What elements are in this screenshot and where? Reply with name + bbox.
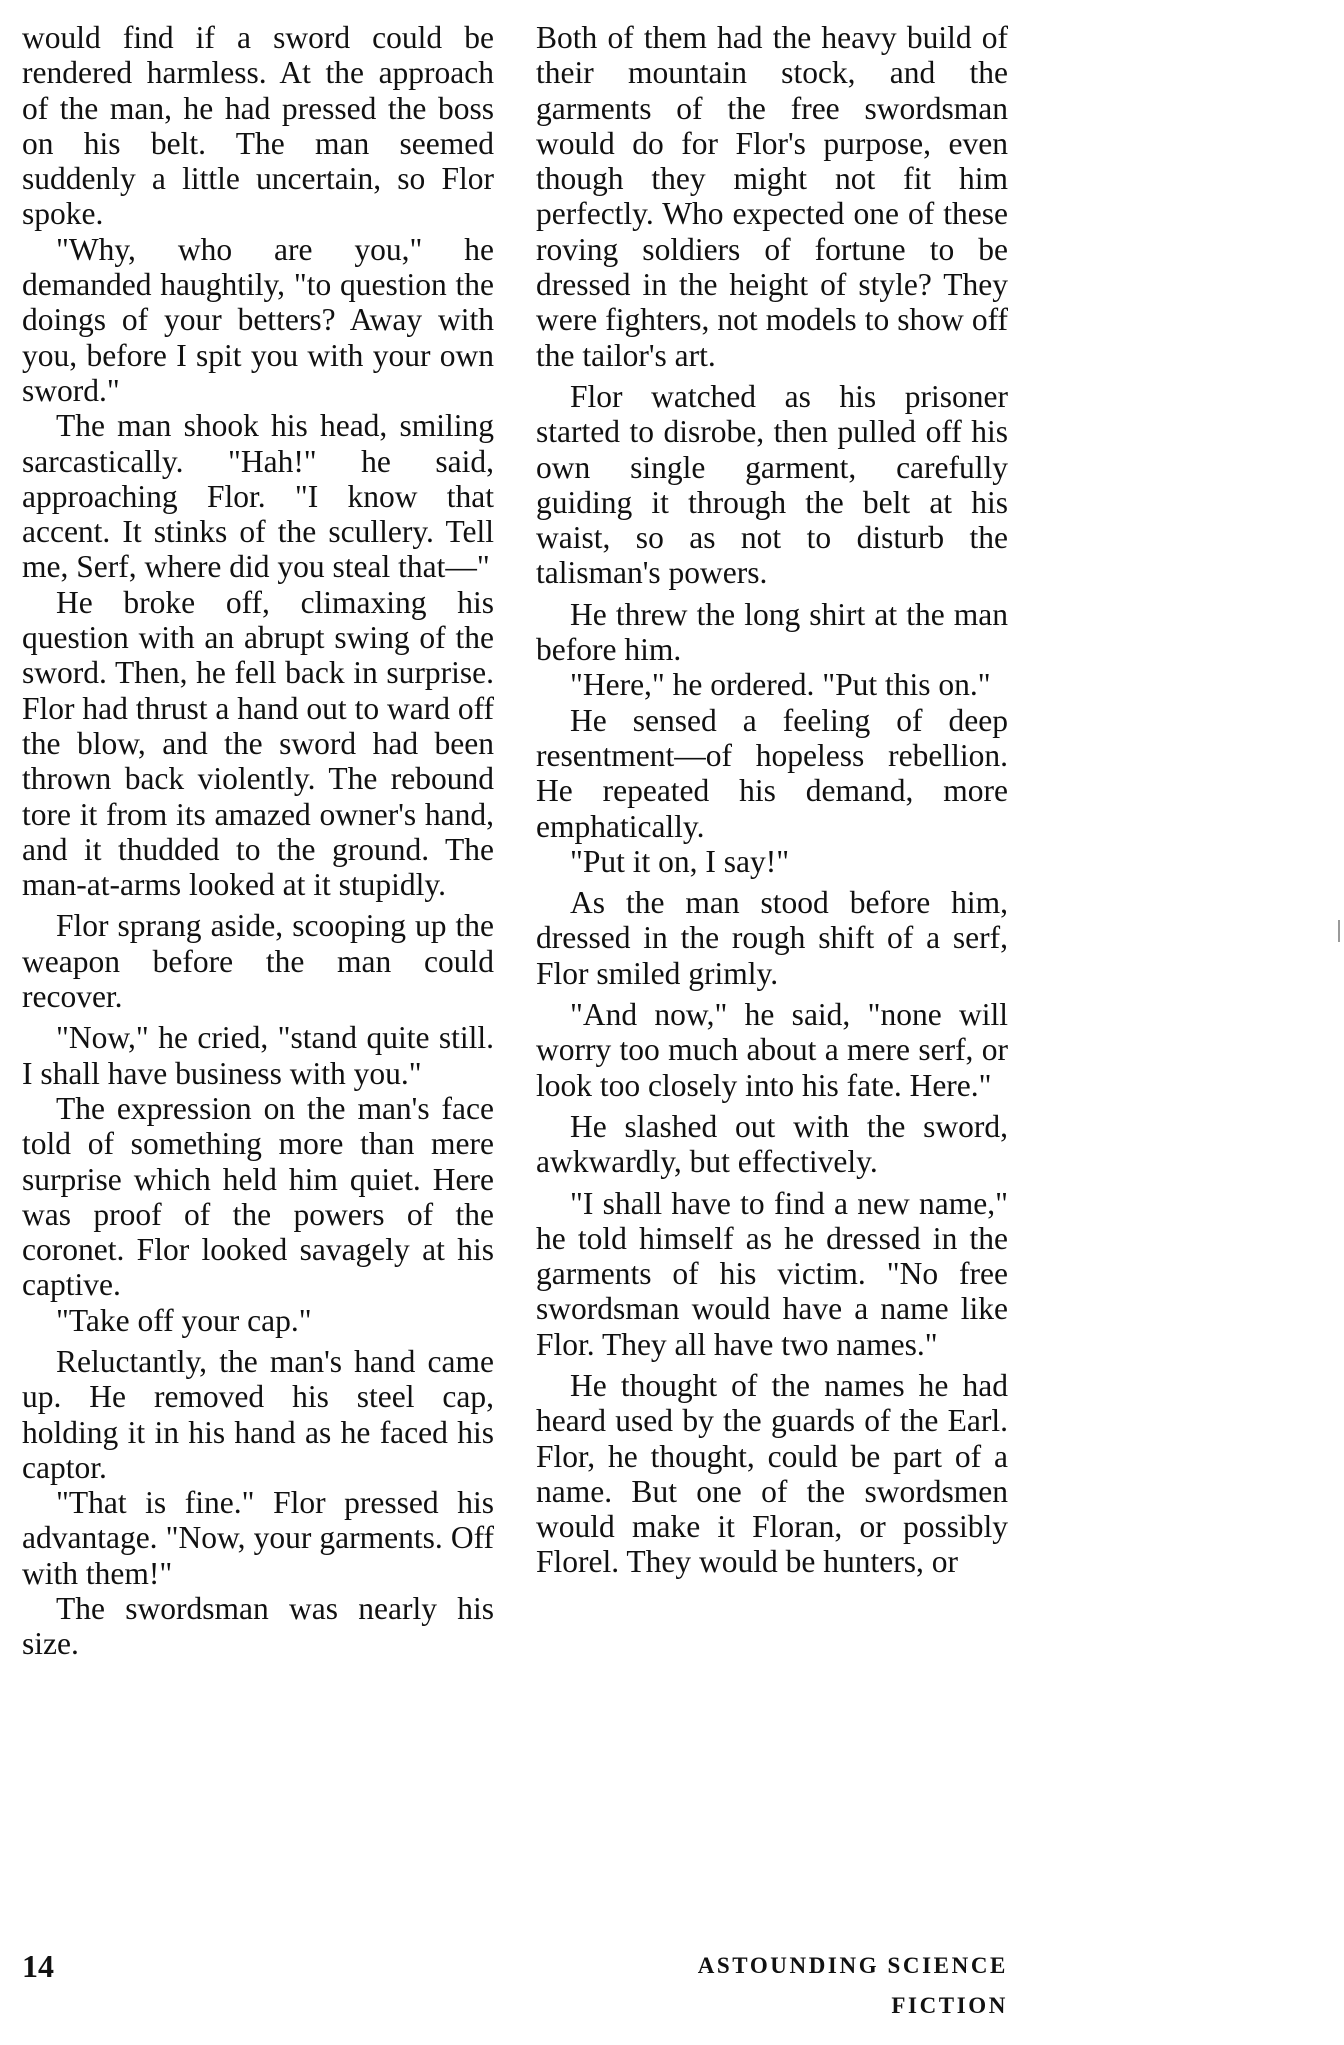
running-head: ASTOUNDING SCIENCE FICTION [697,1953,1008,2018]
paragraph: would find if a sword could be rendered harmless. At the approach of the man, he had pressed the boss on his belt. The man seemed suddenly a little uncertain, so Flor spoke. [22,20,494,232]
paragraph: He thought of the names he had heard used by the guards of the Earl. Flor, he thought, could be part of a name. But one of the swordsmen would make it Floran, or possibly Florel. They would be hunters, or [536,1367,1008,1580]
margin-mark [1338,920,1340,942]
paragraph: Flor sprang aside, scooping up the weapon before the man could recover. [22,908,494,1015]
right-column [536,20,1008,1580]
paragraph: "Here," he ordered. "Put this on." [570,667,991,703]
paragraph: "And now," he said, "none will worry too much about a mere serf, or look too closely into his fate. Here." [536,997,1008,1103]
paragraph: "I shall have to find a new name," he told himself as he dressed in the garments of his victim. "No free swordsman would have a name like Flor. They all have two names." [536,1185,1008,1362]
paragraph: Reluctantly, the man's hand came up. He removed his steel cap, holding it in his hand as he faced his captor. [22,1343,494,1485]
paragraph: As the man stood before him, dressed in the rough shift of a serf, Flor smiled grimly. [536,885,1008,991]
paragraph: He broke off, climaxing his question with an abrupt swing of the sword. Then, he fell back in surprise. Flor had thrust a hand out to ward off the blow, and the sword had been thrown back violently. The rebound tore it from its amazed owner's hand, and it thudded to the ground. The man-at-arms looked at it stupidly. [22,584,494,903]
paragraph: The expression on the man's face told of something more than mere surprise which held him quiet. Here was proof of the powers of the coronet. Flor looked savagely at his captive. [22,1090,494,1303]
paragraph: "Why, who are you," he demanded haughtily, "to question the doings of your betters? Away with you, before I spit you with your own sword." [22,231,494,408]
paragraph: "That is fine." Flor pressed his advantage. "Now, your garments. Off with them!" [22,1485,494,1591]
paragraph: Flor watched as his prisoner started to disrobe, then pulled off his own single garment, carefully guiding it through the belt at his waist, so as not to disturb the talisman's powers. [536,378,1008,591]
paragraph: "Take off your cap." [56,1302,312,1338]
paragraph: The swordsman was nearly his size. [22,1591,494,1662]
paragraph: He slashed out with the sword, awkwardly, but effectively. [536,1108,1008,1180]
paragraph: He threw the long shirt at the man before him. [536,596,1008,668]
paragraph: "Put it on, I say!" [570,843,790,879]
page-number: 14 [22,1948,54,1984]
paragraph: "Now," he cried, "stand quite still. I shall have business with you." [22,1020,494,1091]
page-footer [0,1946,1344,2018]
paragraph: Both of them had the heavy build of their mountain stock, and the garments of the free swordsman would do for Flor's purpose, even though they might not fit him perfectly. Who expected one of these roving soldiers of fortune to be dressed in the height of style? They were fighters, not models to show off the tailor's art. [536,20,1008,373]
paragraph: The man shook his head, smiling sarcastically. "Hah!" he said, approaching Flor. "I know that accent. It stinks of the scullery. Tell me, Serf, where did you steal that—" [22,408,494,585]
left-column [22,20,494,1662]
paragraph: He sensed a feeling of deep resentment—of hopeless rebellion. He repeated his demand, more emphatically. [536,702,1008,844]
